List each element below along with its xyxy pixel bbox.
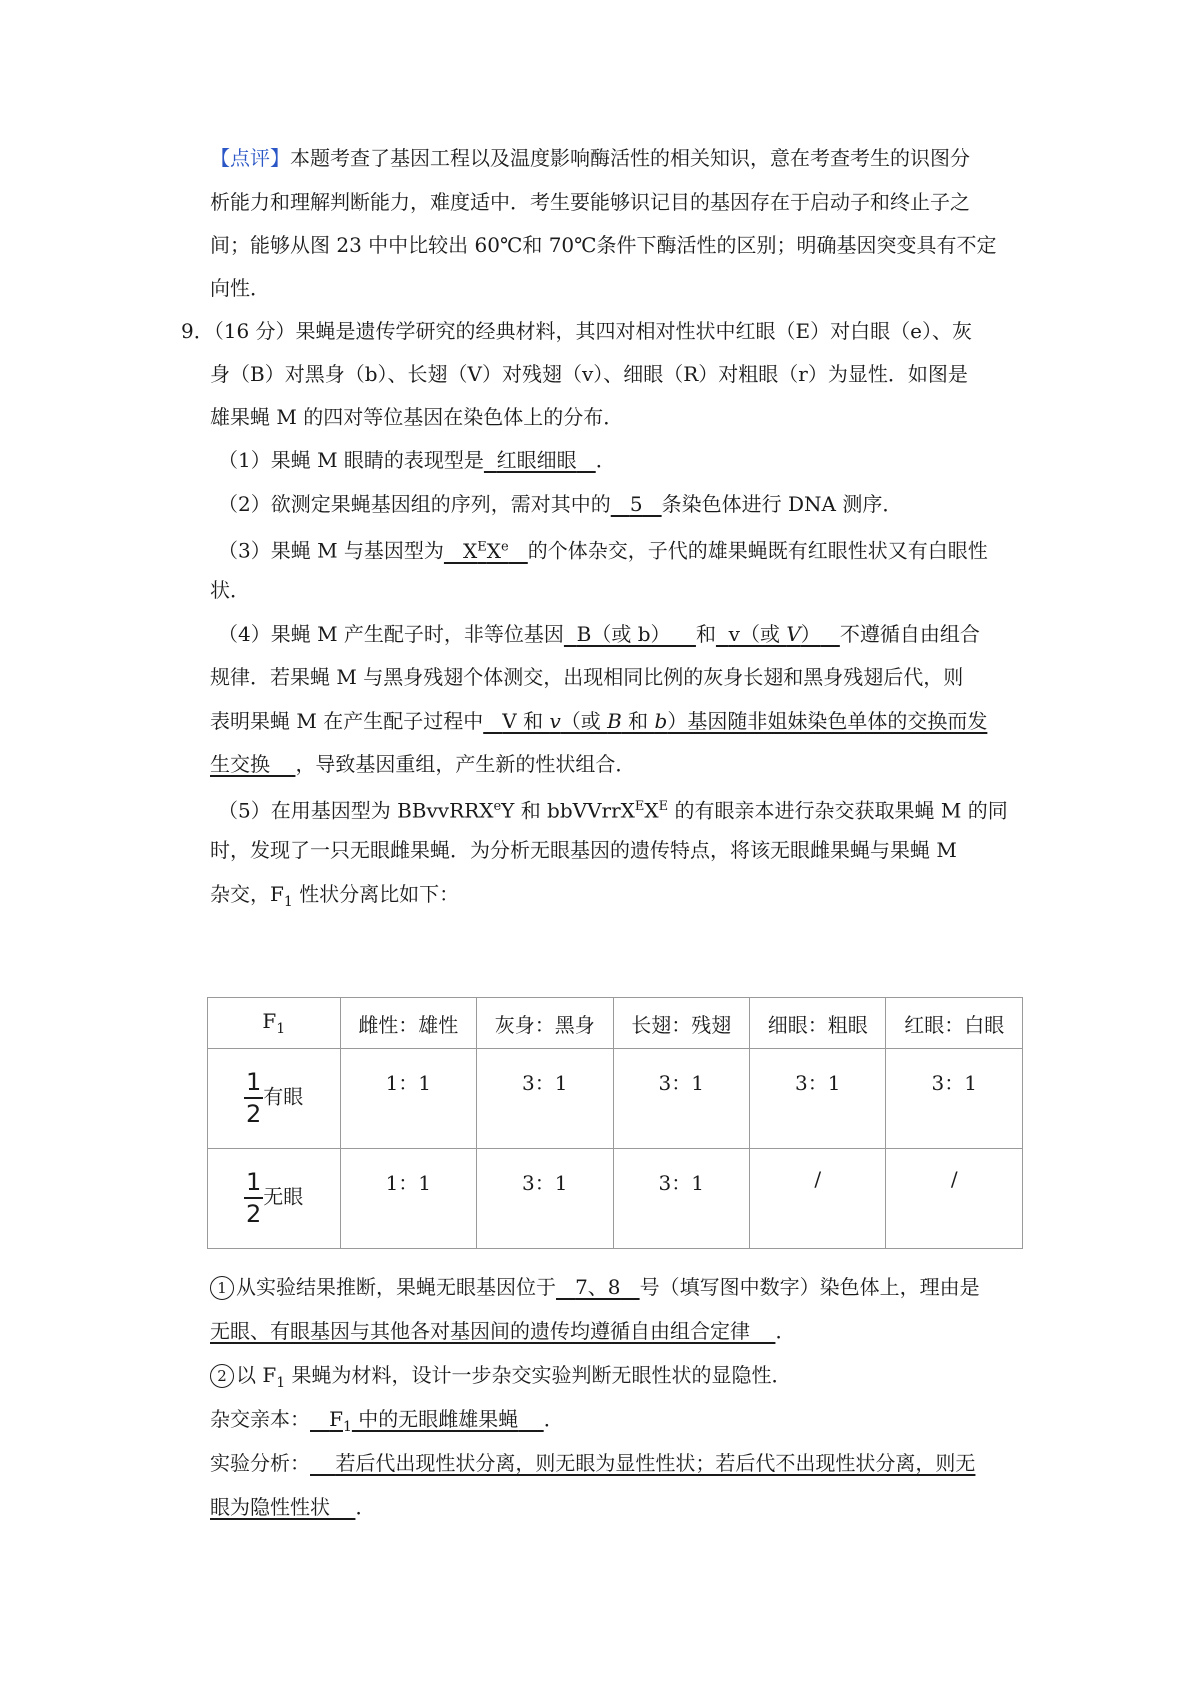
answer-1: 红眼细眼	[496, 448, 577, 472]
review-tag: 【点评】	[210, 146, 290, 170]
question-number: 9．	[181, 319, 214, 343]
table-cell: 1：1	[340, 1049, 476, 1149]
answer-4a: B（或 b）	[576, 622, 671, 646]
header-eye-shape: 细眼：粗眼	[749, 998, 885, 1049]
table-cell: /	[749, 1149, 885, 1249]
fraction: $\frac{1}{2}$	[246, 1068, 262, 1128]
table-cell: 3：1	[613, 1049, 749, 1149]
question-9-line-2: 身（B）对黑身（b）、长翅（V）对残翅（v）、细眼（R）对粗眼（r）为显性．如图是	[210, 362, 968, 386]
experiment-analysis-line-2: 眼为隐性性状 ．	[210, 1495, 376, 1519]
row-label-eyeless: $\frac{1}{2}$ 无眼	[208, 1149, 341, 1249]
review-line-3: 间；能够从图 23 中中比较出 60℃和 70℃条件下酶活性的区别；明确基因突变具有不定	[210, 233, 997, 257]
answer-4c: V 和 v（或 B 和 b）基因随非姐妹染色单体的交换而发	[502, 709, 988, 733]
answer-5b: 无眼、有眼基因与其他各对基因间的遗传均遵循自由组合定律	[210, 1319, 750, 1343]
answer-2: 5	[629, 492, 643, 516]
part-3-line-2: 状．	[210, 578, 250, 602]
part-4: （4）果蝇 M 产生配子时，非等位基因 B（或 b） 和 v（或 V） 不遵循自由组合	[218, 622, 980, 646]
question-9-line-1: 9．（16 分）果蝇是遗传学研究的经典材料，其四对相对性状中红眼（E）对白眼（e）、灰	[181, 319, 972, 343]
table-cell: /	[886, 1149, 1023, 1249]
part-4-line-3: 表明果蝇 M 在产生配子过程中 V 和 v（或 B 和 b）基因随非姐妹染色单体的交换而发	[210, 709, 988, 733]
table-row	[208, 1149, 1023, 1249]
header-body: 灰身：黑身	[477, 998, 613, 1049]
part-4-line-2: 规律．若果蝇 M 与黑身残翅个体测交，出现相同比例的灰身长翅和黑身残翅后代，则	[210, 665, 964, 689]
part-3: （3）果蝇 M 与基因型为 $X^EXe$ 的个体杂交，子代的雄果蝇既有红眼性状又有白眼性	[218, 538, 988, 563]
part-4-line-4: 生交换 ，导致基因重组，产生新的性状组合．	[210, 752, 636, 776]
table-cell: 3：1	[749, 1049, 885, 1149]
row-label-with-eyes: $\frac{1}{2}$ 有眼	[208, 1049, 341, 1149]
circled-number-1: 1	[210, 1276, 234, 1300]
answer-4b: v（或 V）	[728, 622, 821, 646]
header-eye-color: 红眼：白眼	[886, 998, 1023, 1049]
sub-question-2: 2 以 $F_1$ 果蝇为材料，设计一步杂交实验判断无眼性状的显隐性．	[210, 1360, 792, 1398]
fraction: $\frac{1}{2}$	[246, 1168, 262, 1228]
part-1: （1）果蝇 M 眼睛的表现型是 红眼细眼 ．	[218, 448, 616, 472]
answer-5d: 若后代出现性状分离，则无眼为显性性状；若后代不出现性状分离，则无	[335, 1451, 976, 1475]
table-cell: 3：1	[613, 1149, 749, 1249]
cross-parents: 杂交亲本： $F_1$ 中的无眼雌雄果蝇 ．	[210, 1407, 564, 1435]
review-line-1: 【点评】本题考查了基因工程以及温度影响酶活性的相关知识，意在考查考生的识图分	[210, 146, 970, 170]
answer-3: $X^EXe$	[463, 538, 509, 563]
part-2: （2）欲测定果蝇基因组的序列，需对其中的 5 条染色体进行 DNA 测序．	[218, 492, 903, 516]
header-wing: 长翅：残翅	[613, 998, 749, 1049]
answer-5d-cont: 眼为隐性性状	[210, 1495, 330, 1519]
experiment-analysis: 实验分析： 若后代出现性状分离，则无眼为显性性状；若后代不出现性状分离，则无	[210, 1451, 976, 1475]
table-cell: 3：1	[477, 1049, 613, 1149]
header-f1: $F_1$	[208, 998, 341, 1049]
part-5: （5）在用基因型为 BBvvRRX$^e$Y 和 $bbVVrrX^EX^E$ 的有眼亲本进行杂交获取果蝇 M 的同	[218, 798, 1008, 823]
table-cell: 3：1	[477, 1149, 613, 1249]
sub-question-1: 1 从实验结果推断，果蝇无眼基因位于 7、8 号（填写图中数字）染色体上，理由是	[210, 1272, 980, 1302]
table-cell: 1：1	[340, 1149, 476, 1249]
question-9-line-3: 雄果蝇 M 的四对等位基因在染色体上的分布．	[210, 405, 624, 429]
answer-4c-cont: 生交换	[210, 752, 270, 776]
part-5-line-2: 时，发现了一只无眼雌果蝇．为分析无眼基因的遗传特点，将该无眼雌果蝇与果蝇 M	[210, 838, 957, 862]
review-line-2: 析能力和理解判断能力，难度适中．考生要能够识记目的基因存在于启动子和终止子之	[210, 190, 970, 214]
table-header-row	[208, 998, 1023, 1049]
answer-5a: 7、8	[575, 1275, 621, 1299]
review-line-4: 向性．	[210, 276, 270, 300]
f1-ratio-table	[207, 997, 1023, 1249]
table-row	[208, 1049, 1023, 1149]
header-sex: 雌性：雄性	[340, 998, 476, 1049]
circled-number-2: 2	[210, 1364, 234, 1388]
answer-5c: $F_1$ 中的无眼雌雄果蝇	[329, 1407, 519, 1435]
sub-question-1-line-2: 无眼、有眼基因与其他各对基因间的遗传均遵循自由组合定律 ．	[210, 1319, 796, 1343]
part-5-line-3: 杂交，$F_1$ 性状分离比如下：	[210, 882, 460, 910]
table-cell: 3：1	[886, 1049, 1023, 1149]
